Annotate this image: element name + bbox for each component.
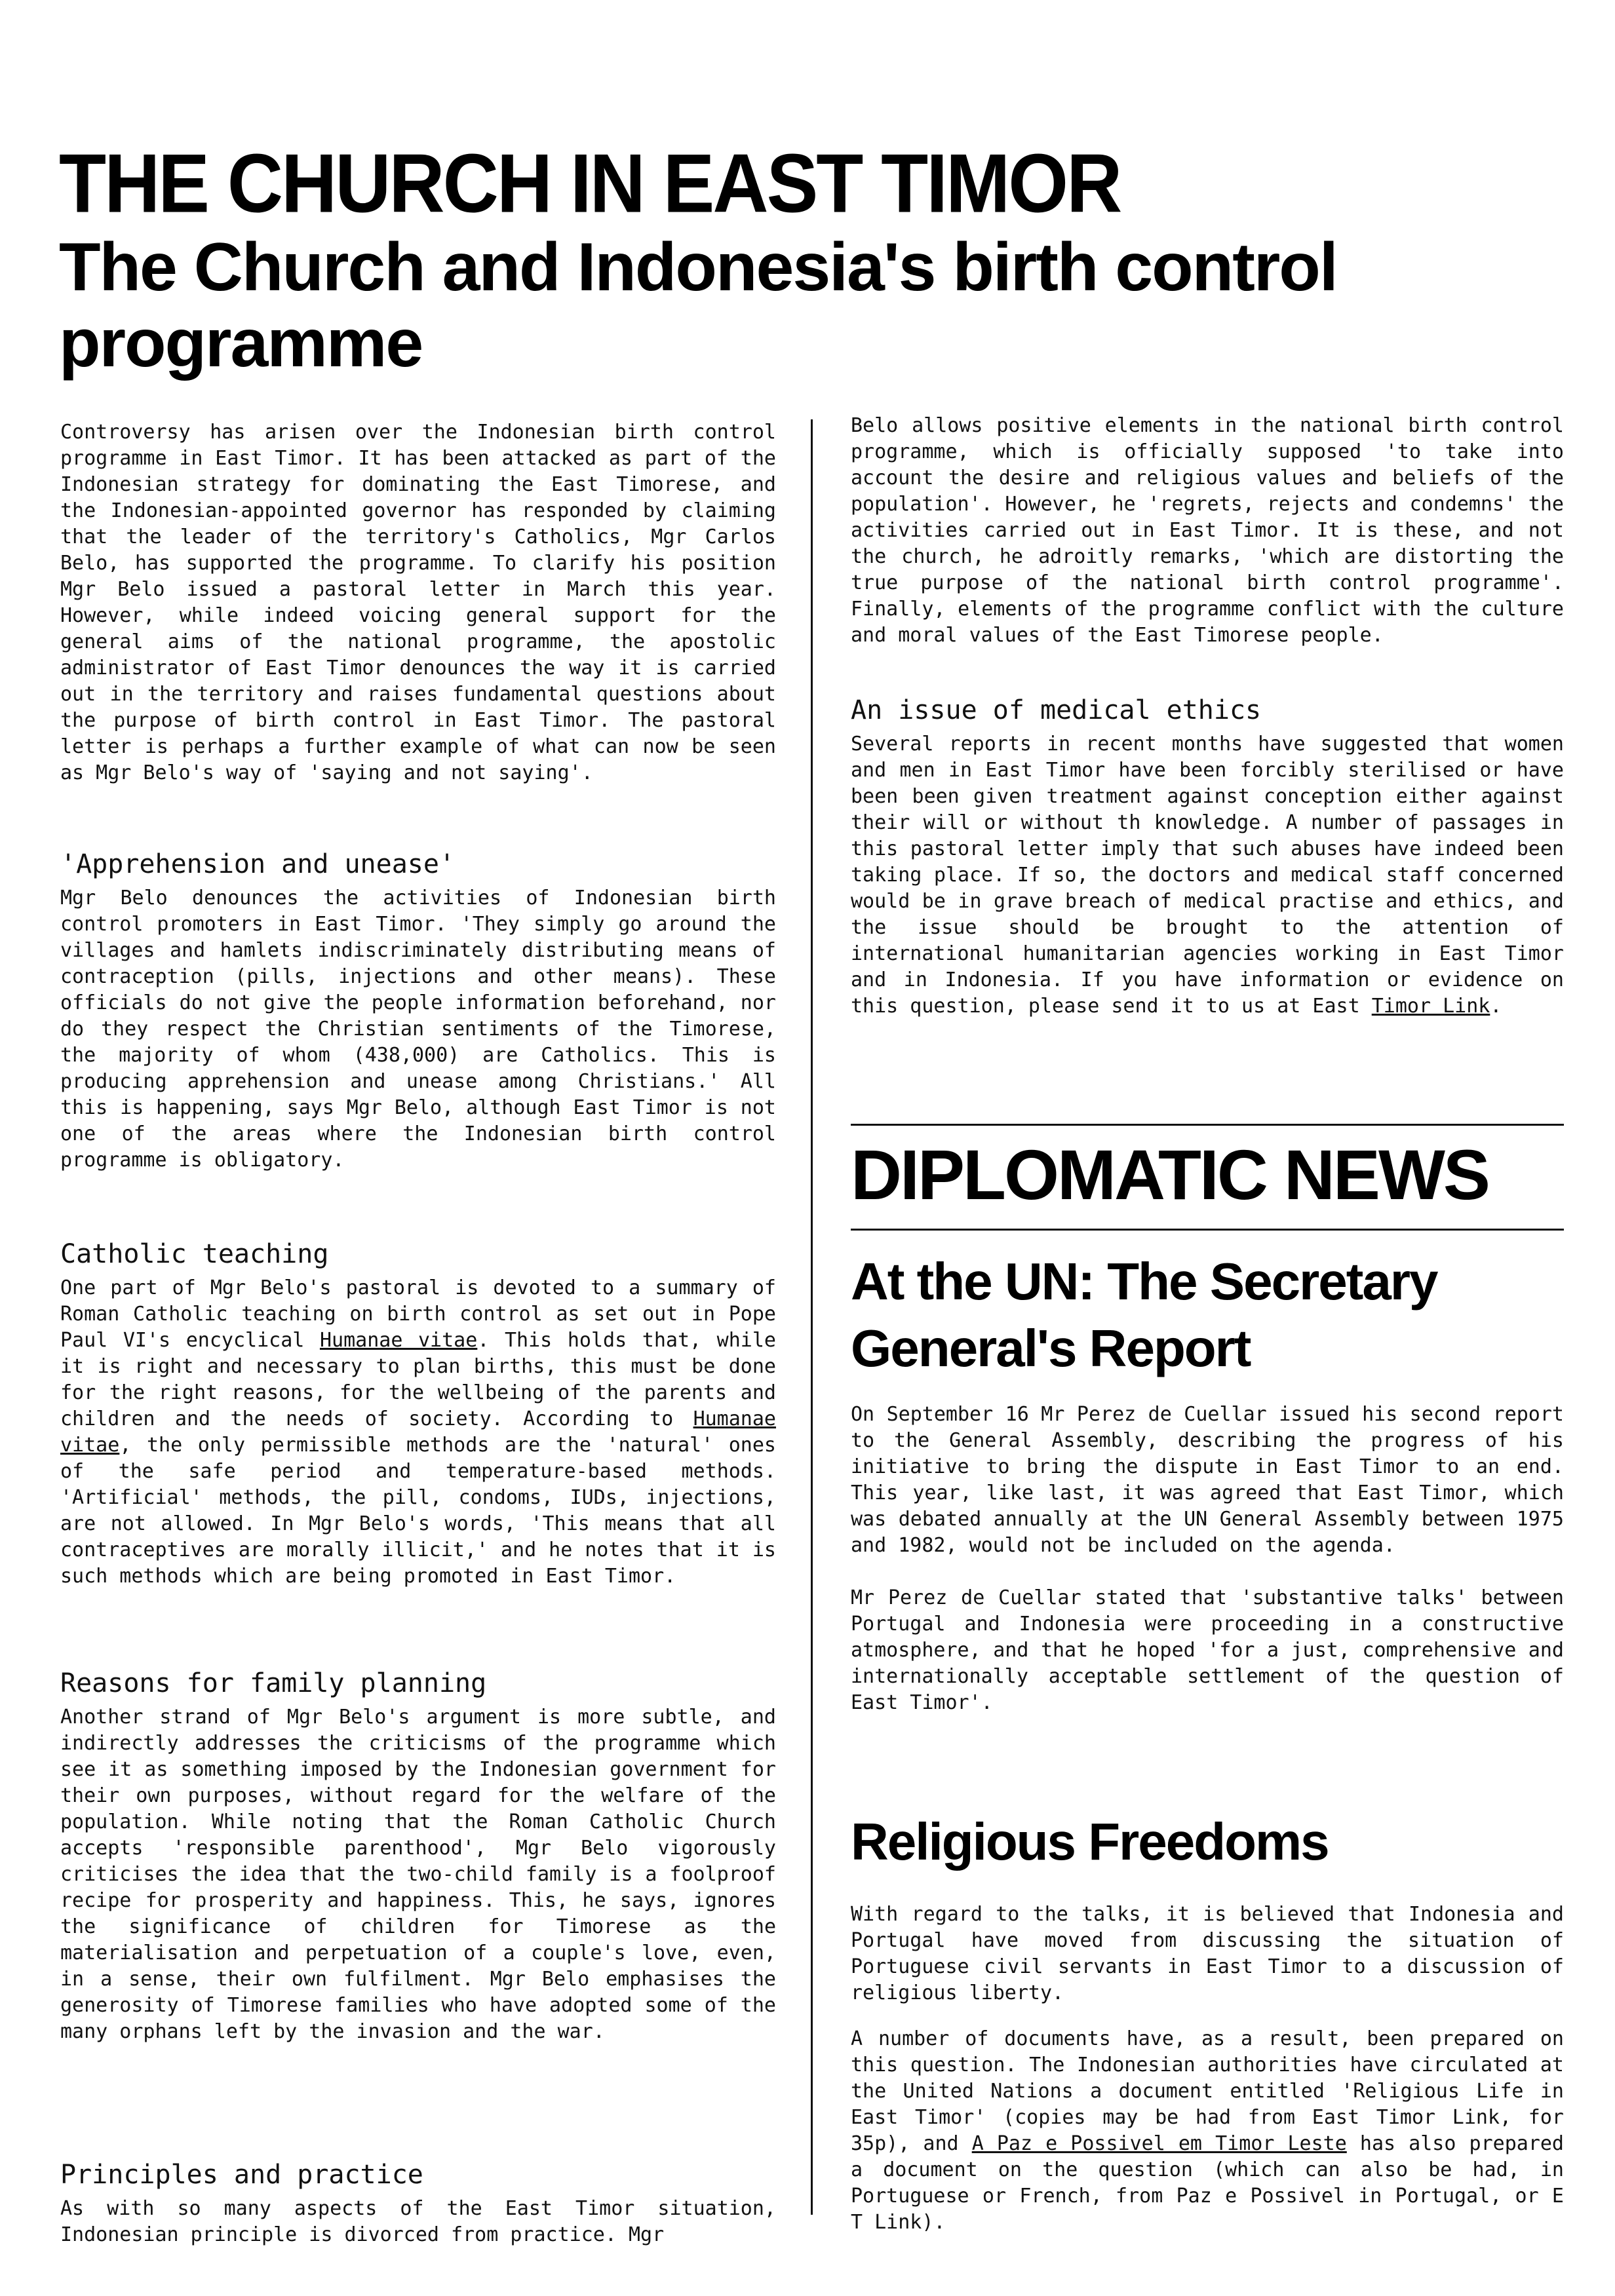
principles-paragraph: As with so many aspects of the East Timor situation, Indonesian principle is divorced from practice. Mgr xyxy=(60,2197,776,2246)
diplomatic-news-heading: DIPLOMATIC NEWS xyxy=(851,1135,1489,1214)
family-planning-paragraph: Another strand of Mgr Belo's argument is more subtle, and indirectly addresses the criticisms of the programme which see it as something imposed by the Indonesian government for their own purposes, without regard for the welfare of the population. While noting that the Roman Catholic Church accepts 'responsible parenthood', Mgr Belo vigorously criticises the idea that the two-child family is a foolproof recipe for prosperity and happiness. This, he says, ignores the significance of children for Timorese as the materialisation and perpetuation of a couple's love, even, in a sense, their own fulfilment. Mgr Belo emphasises the generosity of Timorese families who have adopted some of the many orphans left by the invasion and the war. xyxy=(60,1706,776,2043)
medical-ethics-text-a: Several reports in recent months have suggested that women and men in East Timor have been forcibly sterilised or have been been given treatment against conception either against their will or without th knowledge. A number of passages in this pastoral letter imply that such abuses have indeed been taking place. If so, the doctors and medical staff concerned would be in grave breach of medical practise and ethics, and the issue should be brought to the attention of international humanitarian agencies working in East Timor and in Indonesia. If you have information or evidence on this question, please send it to us at East xyxy=(851,733,1564,1018)
diplomatic-top-rule xyxy=(851,1124,1564,1126)
section-heading-apprehension: 'Apprehension and unease' xyxy=(60,849,456,879)
timor-link-reference: Timor Link xyxy=(1371,995,1490,1018)
un-report-paragraph-2: Mr Perez de Cuellar stated that 'substantive talks' between Portugal and Indonesia were proceeding in a constructive atmosphere, and that he hoped 'for a just, comprehensive and internationally acceptable settlement of the question of East Timor'. xyxy=(851,1586,1564,1714)
religious-freedoms-text-a: A number of documents have, as a result, been prepared on this question. The Indonesian authorities have circulated at the United Nations a document entitled 'Religious Life in East Timor' (copies may be had from East Timor Link, for 35p), and xyxy=(851,2027,1564,2155)
un-report-section xyxy=(851,1248,1564,1716)
page-title: THE CHURCH IN EAST TIMOR xyxy=(59,136,1121,231)
religious-freedoms-paragraph-1: With regard to the talks, it is believed that Indonesia and Portugal have moved from discussing the situation of Portuguese civil servants in East Timor to a discussion of religious liberty. xyxy=(851,1903,1564,2004)
section-heading-medical-ethics: An issue of medical ethics xyxy=(851,695,1262,725)
principles-section xyxy=(60,2159,776,2248)
diplomatic-bottom-rule xyxy=(851,1229,1564,1231)
catholic-teaching-section xyxy=(60,1238,776,1590)
religious-freedoms-heading: Religious Freedoms xyxy=(851,1812,1329,1871)
encyclical-title: Humanae vitae xyxy=(60,1407,776,1457)
continuation-section xyxy=(851,413,1564,649)
section-heading-catholic-teaching: Catholic teaching xyxy=(60,1239,329,1269)
section-heading-family-planning: Reasons for family planning xyxy=(60,1668,487,1698)
family-planning-section xyxy=(60,1668,776,2045)
column-divider xyxy=(811,419,813,2215)
apprehension-section xyxy=(60,849,776,1174)
religious-freedoms-text-b: has also prepared a document on the question (which can also be had, in Portuguese or French, from Paz e Possivel in Portugal, or E T Link). xyxy=(851,2132,1564,2234)
diplomatic-news-banner xyxy=(851,1137,1564,1213)
catholic-teaching-text-b: . This holds that, while it is right and necessary to plan births, this must be done for the right reasons, for the wellbeing of the parents and children and the needs of society. According to xyxy=(60,1329,776,1430)
section-heading-principles: Principles and practice xyxy=(60,2160,423,2190)
medical-ethics-text-b: . xyxy=(1490,995,1502,1018)
medical-ethics-section xyxy=(851,695,1564,1020)
medical-ethics-paragraph xyxy=(851,731,1564,1020)
apprehension-paragraph: Mgr Belo denounces the activities of Indonesian birth control promoters in East Timor. 'They simply go around the villages and hamlets indiscriminately distributing means of contraception (pills, injections and other means). These officials do not give the people information beforehand, nor do they respect the Christian sentiments of the Timorese, the majority of whom (438,000) are Catholics. This is producing apprehension and unease among Christians.' All this is happening, says Mgr Belo, although East Timor is not one of the areas where the Indonesian birth control programme is obligatory. xyxy=(60,887,776,1172)
encyclical-title: Humanae vitae xyxy=(319,1329,478,1352)
intro-paragraph: Controversy has arisen over the Indonesian birth control programme in East Timor. It has been attacked as part of the Indonesian strategy for dominating the East Timorese, and the Indonesian-appointed governor has responded by claiming that the leader of the territory's Catholics, Mgr Carlos Belo, has supported the programme. To clarify his position Mgr Belo issued a pastoral letter in March this year. However, while indeed voicing general support for the general aims of the national programme, the apostolic administrator of East Timor denounces the way it is carried out in the territory and raises fundamental questions about the purpose of birth control in East Timor. The pastoral letter is perhaps a further example of what can now be seen as Mgr Belo's way of 'saying and not saying'. xyxy=(60,421,776,784)
intro-section xyxy=(60,419,776,786)
paz-e-possivel-reference: A Paz e Possivel em Timor Leste xyxy=(971,2132,1347,2155)
catholic-teaching-text-c: , the only permissible methods are the 'natural' ones of the safe period and temperature-based methods. 'Artificial' methods, the pill, condoms, IUDs, injections, are not allowed. In Mgr Belo's words, 'This means that all contraceptives are morally illicit,' and he notes that it is such methods which are being promoted in East Timor. xyxy=(60,1434,776,1588)
un-report-paragraph-1: On September 16 Mr Perez de Cuellar issued his second report to the General Assembly, describing the progress of his initiative to bring the dispute in East Timor to an end. This year, like last, it was agreed that East Timor, which was debated annually at the UN General Assembly between 1975 and 1982, would not be included on the agenda. xyxy=(851,1403,1564,1557)
religious-freedoms-section xyxy=(851,1808,1564,2236)
religious-freedoms-paragraph-2 xyxy=(851,2026,1564,2236)
catholic-teaching-text-a: One part of Mgr Belo's pastoral is devoted to a summary of Roman Catholic teaching on birth control as set out in Pope Paul VI's encyclical xyxy=(60,1276,776,1352)
catholic-teaching-paragraph xyxy=(60,1275,776,1590)
page-subtitle: The Church and Indonesia's birth control programme xyxy=(59,229,1337,381)
un-report-heading: At the UN: The Secretary General's Report xyxy=(851,1252,1437,1377)
continuation-paragraph: Belo allows positive elements in the national birth control programme, which is officially supposed 'to take into account the desire and religious values and beliefs of the population'. However, he 'regrets, rejects and condemns' the activities carried out in East Timor. It is these, and not the church, he adroitly remarks, 'which are distorting the true purpose of the national birth control programme'. Finally, elements of the programme conflict with the culture and moral values of the East Timorese people. xyxy=(851,414,1564,647)
